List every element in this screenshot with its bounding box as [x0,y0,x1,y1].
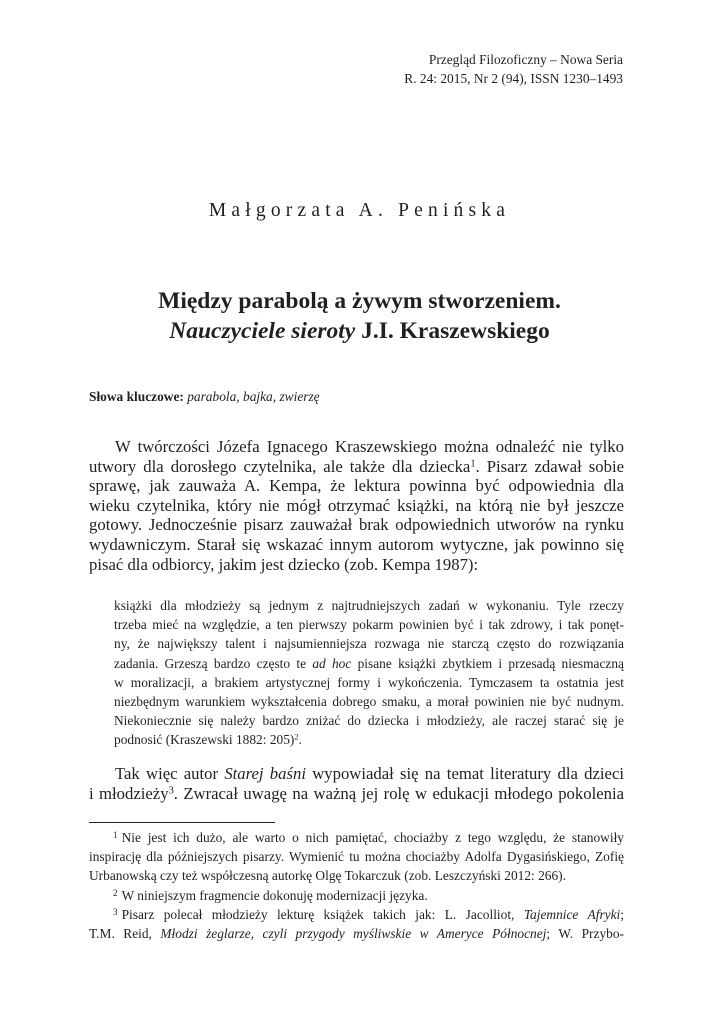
footnote-1: $^1$ Nie jest ich dużo, ale warto o nich pamiętać, chociażby z tego względu, że stanowiły [113,829,624,845]
text-line: gotowy. Jednocześnie pisarz zauważał brak odpowiednich utworów na rynku [89,515,624,535]
body-paragraph-1 [89,437,624,574]
quote-line: podnosić (Kraszewski 1882: 205)$^2$. [114,732,302,748]
text-line: pisać dla odbiorcy, jakim jest dziecko (zob. Kempa 1987): [89,554,479,574]
author-name: Małgorzata A. Penińska [208,200,511,221]
title-rest: J.I. Kraszewskiego [355,318,550,344]
journal-issue: R. 24: 2015, Nr 2 (94), ISSN 1230–1493 [404,71,623,86]
quote-line: Niekoniecznie się należy bardzo zniżać do dziecka i młodzieży, ale raczej starać się je [114,713,624,729]
article-title [0,286,719,346]
footnote-ref-2: 2 [294,732,299,742]
footnotes [89,828,624,943]
quote-line: ny, że największy talent i najsumienniejsza rozwaga nie starczą często do rozwiązania [114,636,624,652]
quote-line: trzeba mieć na względzie, a ten pierwszy pokarm powinien być i tak zdrowy, i tak ponęt- [114,617,624,633]
text-line: Tak więc autor Starej baśni wypowiadał się na temat literatury dla dzieci [115,764,624,783]
journal-name: Przegląd Filozoficzny – Nowa Seria [428,52,623,67]
text-line: sprawę, jak zauważa A. Kempa, że lektura powinna być odpowiednia dla [89,476,624,496]
footnote-ref-3: 3 [168,784,174,796]
text-line: i młodzieży$^3$. Zwracał uwagę na ważną jej rolę w edukacji młodego pokolenia [89,783,625,803]
quote-line: zadania. Grzeszą bardzo często te ad hoc pisane książki zbytkiem i przesadą niesmaczną [114,655,624,671]
keywords-value: parabola, bajka, zwierzę [183,389,320,404]
quote-line: książki dla młodzieży są jednym z najtrudniejszych zadań w wykonaniu. Tyle rzeczy [114,598,624,613]
text-line: wydawniczym. Starał się wskazać innym autorom wytyczne, jak powinno się [89,534,624,554]
footnote-ref-1: 1 [470,457,476,469]
title-line-1: Między parabolą a żywym stworzeniem. [158,288,561,314]
footnote-number: 3 [113,906,118,917]
footnote-divider [89,822,275,823]
journal-header [404,50,623,88]
footnote-line: inspirację dla późniejszych pisarzy. Wymienić tu można chociażby Adolfa Dygasińskiego, Zofię [89,849,624,865]
text-line: W twórczości Józefa Ignacego Kraszewskiego można odnaleźć nie tylko [115,437,624,456]
footnote-line: T.M. Reid, Młodzi żeglarze, czyli przygody myśliwskie w Ameryce Północnej; W. Przybo- [89,926,624,942]
text-line: wieku czytelnika, który nie mógł otrzymać książki, na którą nie był jeszcze [89,495,624,515]
footnote-number: 2 [113,887,118,898]
title-line-2 [0,316,719,346]
text-line: utwory dla dorosłego czytelnika, ale także dla dziecka$^1$. Pisarz zdawał sobie [89,456,625,476]
block-quote [114,596,624,750]
footnote-2: $^2$ W niniejszym fragmencie dokonuję modernizacji języka. [113,887,428,903]
quote-line: niezbędnym warunkiem wykształcenia dobrego smaku, a morał powinien nie być nudnym. [114,694,624,710]
title-italic-part: Nauczyciele sieroty [169,318,356,344]
quote-line: w moralizacji, a brakiem artystycznej formy i wykończenia. Tymczasem ta ostatnia jest [114,674,624,690]
body-paragraph-2 [89,764,624,803]
keywords-label: Słowa kluczowe: [89,389,184,404]
keywords [89,389,320,405]
footnote-3: $^3$ Pisarz polecał młodzieży lekturę książek takich jak: L. Jacolliot, Tajemnice Afryki; [113,906,625,922]
footnote-line: Urbanowską czy też współczesną autorkę Olgę Tokarczuk (zob. Leszczyński 2012: 266). [89,868,566,884]
footnote-number: 1 [113,829,118,840]
